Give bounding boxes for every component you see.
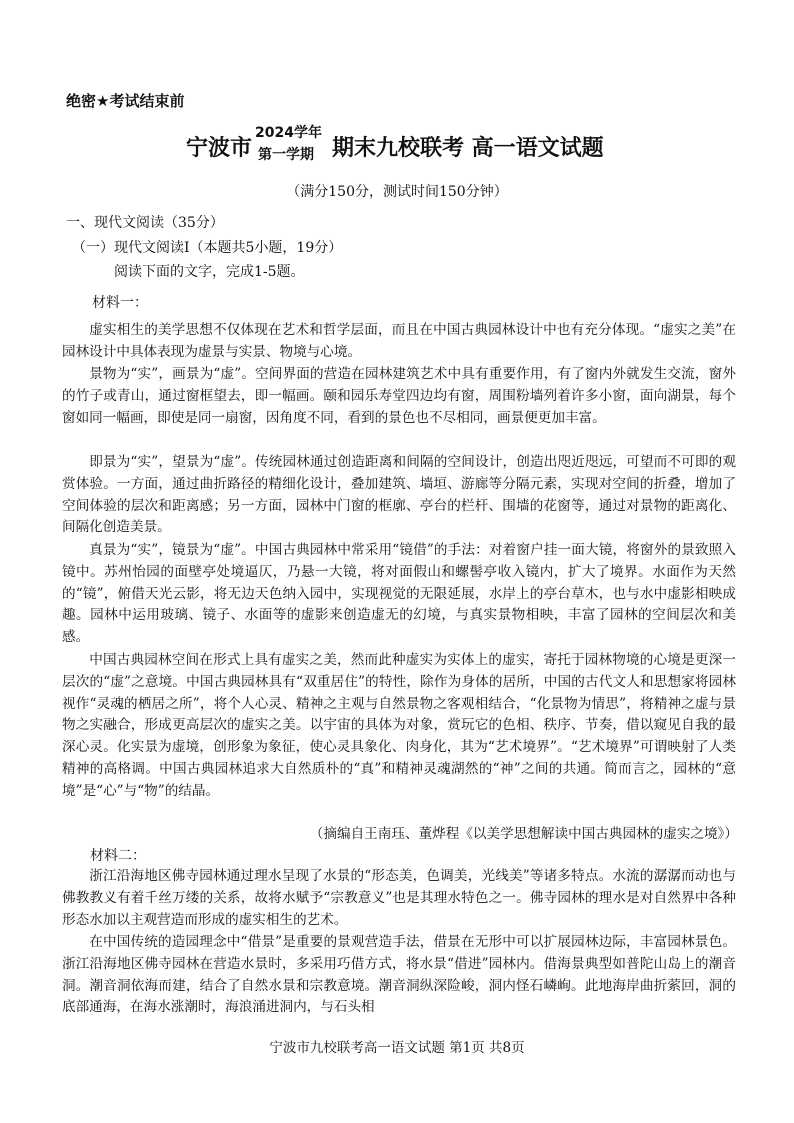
material-one-label: 材料一： bbox=[92, 295, 148, 311]
title-city: 宁波市 bbox=[186, 136, 253, 161]
exam-title bbox=[0, 120, 794, 166]
material-one-paragraph: 即景为“实”，望景为“虚”。传统园林通过创造距离和间隔的空间设计，创造出咫近咫远，可望而不可即的观赏体验。一方面，通过曲折路径的精细化设计，叠加建筑、墙垣、游廊等分隔元素，实现对空间的折叠，增加了空间体验的层次和距离感；另一方面，园林中门窗的框廓、亭台的栏杆、围墙的花窗等，通过对景物的距离化、间隔化创造美景。 bbox=[62, 454, 736, 536]
page-footer: 宁波市九校联考高一语文试题 第1页 共8页 bbox=[269, 1040, 525, 1056]
title-year: 2024学年 bbox=[255, 125, 322, 141]
exam-subtitle: （满分150分，测试时间150分钟） bbox=[286, 184, 508, 200]
material-two-paragraph: 在中国传统的造园理念中“借景”是重要的景观营造手法，借景在无形中可以扩展园林边际，丰富园林景色。浙江沿海地区佛寺园林在营造水景时，多采用巧借方式，将水景“借进”园林内。借海景典型如普陀山岛上的潮音洞。潮音洞依海而建，结合了自然水景和宗教意境。潮音洞纵深险峻，洞内怪石嶙峋。此地海岸曲折萦回，洞的底部通海，在海水涨潮时，海浪涌进洞内，与石头相 bbox=[62, 934, 736, 1016]
title-semester: 第一学期 bbox=[258, 147, 314, 163]
material-one-paragraph: 真景为“实”，镜景为“虚”。中国古典园林中常采用“镜借”的手法：对着窗户挂一面大镜，将窗外的景致照入镜中。苏州怡园的面壁亭处境逼仄，乃悬一大镜，将对面假山和螺髻亭收入镜内，扩大了境界。水面作为天然的“镜”，俯借天光云影，将无边天色纳入园中，实现视觉的无限延展，水岸上的亭台草木，也与水中虚影相映成趣。园林中运用玻璃、镜子、水面等的虚影来创造虚无的幻境，与真实景物相映，丰富了园林的空间层次和美感。 bbox=[62, 542, 736, 646]
material-two-paragraph: 浙江沿海地区佛寺园林通过理水呈现了水景的“形态美，色调美，光线美”等诸多特点。水流的潺潺而动也与佛教教义有着千丝万缕的关系，故将水赋予“宗教意义”也是其理水特色之一。佛寺园林的理水是对自然界中各种形态水加以主观营造而形成的虚实相生的艺术。 bbox=[62, 868, 736, 928]
material-one-paragraph: 虚实相生的美学思想不仅体现在艺术和哲学层面，而且在中国古典园林设计中也有充分体现。“虚实之美”在园林设计中具体表现为虚景与实景、物境与心境。 bbox=[62, 322, 736, 360]
part-heading: （一）现代文阅读Ⅰ（本题共5小题，19分） bbox=[72, 240, 343, 256]
material-one-paragraph: 景物为“实”，画景为“虚”。空间界面的营造在园林建筑艺术中具有重要作用，有了窗内外就发生交流，窗外的竹子或青山，通过窗框望去，即一幅画。颐和园乐寿堂四边均有窗，周围粉墙列着许多小窗，面向湖景，每个窗如同一幅画，即使是同一扇窗，因角度不同，看到的景色也不尽相同，画景便更加丰富。 bbox=[62, 366, 736, 426]
material-one-paragraph: 中国古典园林空间在形式上具有虚实之美，然而此种虚实为实体上的虚实，寄托于园林物境的心境是更深一层次的“虚”之意境。中国古典园林具有“双重居住”的特性，除作为身体的居所，中国的古代文人和思想家将园林视作“灵魂的栖居之所”，将个人心灵、精神之主观与自然景物之客观相结合，“化景物为情思”，将精神之虚与景物之实融合，形成更高层次的虚实之美。以宇宙的具体为对象，赏玩它的色相、秩序、节奏，借以窥见自我的最深心灵。化实景为虚境，创形象为象征，使心灵具象化、肉身化，其为“艺术境界”。“艺术境界”可谓映射了人类精神的高格调。中国古典园林追求大自然质朴的“真”和精神灵魂湖然的“神”之间的共通。简而言之，园林的“意境”是“心”与“物”的结晶。 bbox=[62, 652, 736, 799]
title-main: 期末九校联考 高一语文试题 bbox=[332, 136, 604, 161]
reading-instruction: 阅读下面的文字，完成1-5题。 bbox=[114, 264, 305, 280]
secret-mark: 绝密★考试结束前 bbox=[66, 92, 185, 110]
material-one-source: （摘编自王南珏、董烨程《以美学思想解读中国古典园林的虚实之境》） bbox=[309, 826, 738, 842]
section-heading: 一、现代文阅读（35分） bbox=[66, 215, 224, 231]
material-two-label: 材料二： bbox=[90, 848, 146, 864]
